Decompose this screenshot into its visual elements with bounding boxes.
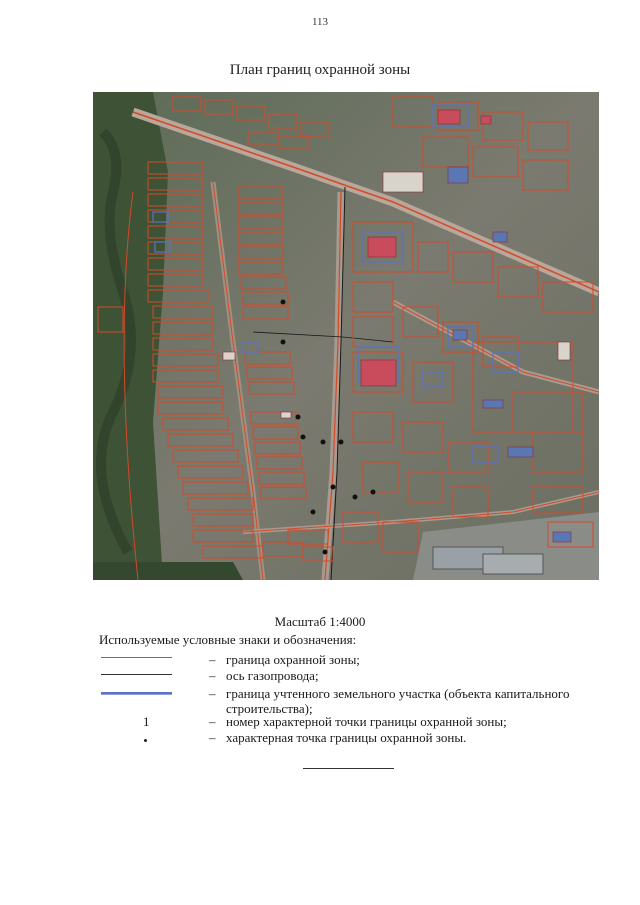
- legend-dash: –: [209, 686, 216, 701]
- map-scale: Масштаб 1:4000: [274, 614, 366, 629]
- forest-patch-bottom: [93, 562, 243, 580]
- legend-text: характерная точка границы охранной зоны.: [226, 730, 467, 745]
- legend-text: номер характерной точки границы охранной зоны;: [226, 714, 507, 729]
- aerial-map: [93, 92, 599, 580]
- legend-text: граница охранной зоны;: [226, 652, 360, 667]
- map-drawing: [93, 92, 599, 580]
- legend-heading: Используемые условные знаки и обозначения:: [99, 632, 357, 647]
- page-number: 113: [311, 16, 329, 28]
- legend-dash: –: [209, 730, 216, 745]
- plan-title: План границ охранной зоны: [229, 62, 411, 78]
- legend-text: граница учтенного земельного участка (объекта капитального строительства);: [226, 686, 570, 716]
- blue-line-swatch: [101, 692, 172, 694]
- red-line-swatch: [101, 657, 172, 658]
- black-line-swatch: [101, 674, 172, 675]
- characteristic-point-dot: [144, 739, 147, 742]
- warehouse-roof-2: [483, 554, 543, 574]
- legend-text: ось газопровода;: [226, 668, 319, 683]
- signature-line: [303, 768, 394, 769]
- point-number-marker: 1: [143, 714, 150, 729]
- legend-dash: –: [209, 714, 216, 729]
- legend-dash: –: [209, 652, 216, 667]
- legend-dash: –: [209, 668, 216, 683]
